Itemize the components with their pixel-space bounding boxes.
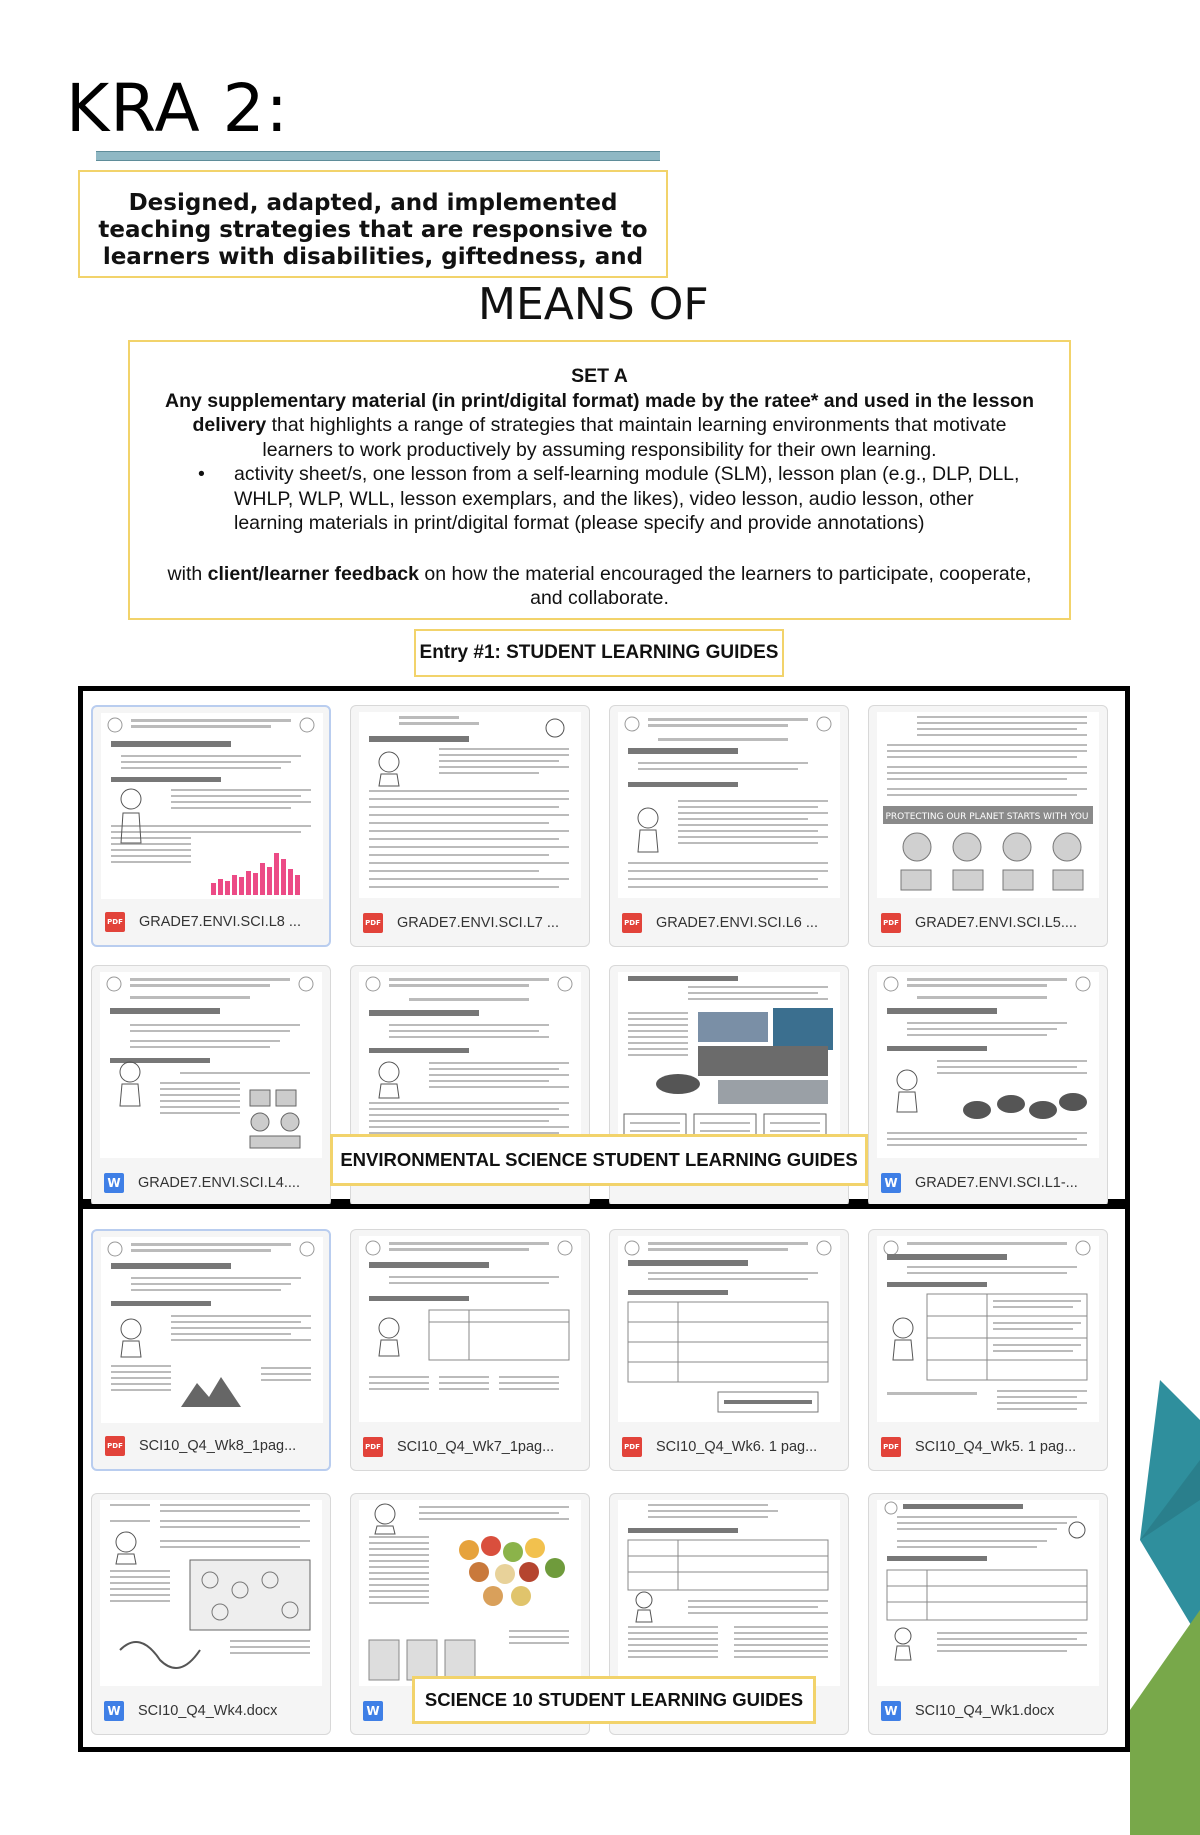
- kra-description-line: learners with disabilities, giftedness, and: [102, 244, 644, 270]
- file-name: GRADE7.ENVI.SCI.L1-...: [915, 1175, 1078, 1191]
- pdf-icon: PDF: [881, 1437, 901, 1457]
- file-name: GRADE7.ENVI.SCI.L8 ...: [139, 914, 301, 930]
- file-thumbnail: [359, 1236, 581, 1422]
- kra-title: KRA 2:: [66, 70, 289, 147]
- pdf-icon: PDF: [105, 912, 125, 932]
- file-card[interactable]: [91, 965, 331, 1207]
- bullet-dot-icon: •: [198, 463, 205, 485]
- file-thumbnail: [100, 1500, 322, 1686]
- word-doc-icon: W: [104, 1701, 124, 1721]
- file-card[interactable]: [609, 705, 849, 947]
- feedback-text: on how the material encouraged the learners to participate, cooperate, and collaborate.: [419, 562, 1032, 609]
- file-thumbnail: [618, 1500, 840, 1686]
- file-name: GRADE7.ENVI.SCI.L4....: [138, 1175, 300, 1191]
- file-card[interactable]: [868, 705, 1108, 947]
- kra-description-line: teaching strategies that are responsive to: [98, 217, 648, 243]
- means-title: MEANS OF: [478, 279, 709, 330]
- file-thumbnail: [359, 712, 581, 898]
- file-name: GRADE7.ENVI.SCI.L5....: [915, 915, 1077, 931]
- set-heading: SET A: [571, 365, 628, 387]
- pdf-icon: PDF: [881, 913, 901, 933]
- environmental-science-panel: [78, 686, 1130, 1204]
- file-name: SCI10_Q4_Wk7_1pag...: [397, 1439, 555, 1455]
- file-thumbnail: [877, 1500, 1099, 1686]
- word-doc-icon: W: [881, 1701, 901, 1721]
- file-card[interactable]: [868, 965, 1108, 1207]
- file-card[interactable]: [350, 705, 590, 947]
- environmental-science-label: ENVIRONMENTAL SCIENCE STUDENT LEARNING GUIDES: [330, 1134, 868, 1186]
- file-name: GRADE7.ENVI.SCI.L7 ...: [397, 915, 559, 931]
- file-thumbnail: [618, 972, 840, 1158]
- file-card[interactable]: [91, 1493, 331, 1735]
- file-name: SCI10_Q4_Wk6. 1 pag...: [656, 1439, 818, 1455]
- file-thumbnail: [100, 972, 322, 1158]
- file-card[interactable]: [868, 1229, 1108, 1471]
- file-thumbnail: [101, 713, 323, 899]
- word-doc-icon: W: [881, 1173, 901, 1193]
- entry-label: Entry #1: STUDENT LEARNING GUIDES: [414, 629, 784, 677]
- kra-description-line: Designed, adapted, and implemented: [128, 190, 618, 216]
- pdf-icon: PDF: [622, 913, 642, 933]
- pdf-icon: PDF: [622, 1437, 642, 1457]
- file-thumbnail: [877, 972, 1099, 1158]
- file-name: GRADE7.ENVI.SCI.L6 ...: [656, 915, 818, 931]
- word-doc-icon: W: [104, 1173, 124, 1193]
- file-thumbnail: [877, 712, 1099, 898]
- file-thumbnail: [359, 972, 581, 1158]
- file-thumbnail: [359, 1500, 581, 1686]
- title-underline: [96, 151, 660, 161]
- pdf-icon: PDF: [363, 913, 383, 933]
- file-name: SCI10_Q4_Wk1.docx: [915, 1703, 1055, 1719]
- set-bullet: [198, 462, 1043, 536]
- science10-panel: [78, 1204, 1130, 1752]
- word-doc-icon: W: [363, 1701, 383, 1721]
- pdf-icon: PDF: [105, 1436, 125, 1456]
- file-card[interactable]: [91, 705, 331, 947]
- file-thumbnail: [101, 1237, 323, 1423]
- set-description-bold: Any supplementary material (in print/digital format) made by the ratee* and used in the lesson delivery: [164, 389, 1035, 436]
- file-card[interactable]: [91, 1229, 331, 1471]
- set-bullet-text: activity sheet/s, one lesson from a self-learning module (SLM), lesson plan (e.g., DLP, DLL, WHLP, WLP, WLL, lesson exemplars, and the likes), video lesson, audio lesson, other learning materials in print/digital format (please specify and provide annotations): [234, 463, 1020, 534]
- file-thumbnail: [618, 1236, 840, 1422]
- file-card[interactable]: [868, 1493, 1108, 1735]
- file-card[interactable]: [609, 1229, 849, 1471]
- file-card[interactable]: [350, 1229, 590, 1471]
- file-thumbnail: [618, 712, 840, 898]
- feedback-pre: with: [167, 562, 208, 585]
- set-feedback: [156, 562, 1043, 611]
- feedback-bold: client/learner feedback: [207, 562, 419, 585]
- file-name: SCI10_Q4_Wk5. 1 pag...: [915, 1439, 1077, 1455]
- kra-description: [78, 170, 668, 278]
- pdf-icon: PDF: [363, 1437, 383, 1457]
- science10-label: SCIENCE 10 STUDENT LEARNING GUIDES: [412, 1676, 816, 1724]
- file-name: SCI10_Q4_Wk4.docx: [138, 1703, 278, 1719]
- set-description-text: that highlights a range of strategies that maintain learning environments that motivate learners to work productively by assuming responsibility for their own learning.: [262, 414, 1007, 461]
- file-thumbnail: [877, 1236, 1099, 1422]
- file-name: SCI10_Q4_Wk8_1pag...: [139, 1438, 297, 1454]
- svg-text:PROTECTING OUR PLANET STARTS W: PROTECTING OUR PLANET STARTS WITH YOU: [885, 812, 1089, 822]
- corner-decoration: [1100, 1380, 1200, 1835]
- set-a-box: [128, 340, 1071, 620]
- set-description: [156, 389, 1043, 463]
